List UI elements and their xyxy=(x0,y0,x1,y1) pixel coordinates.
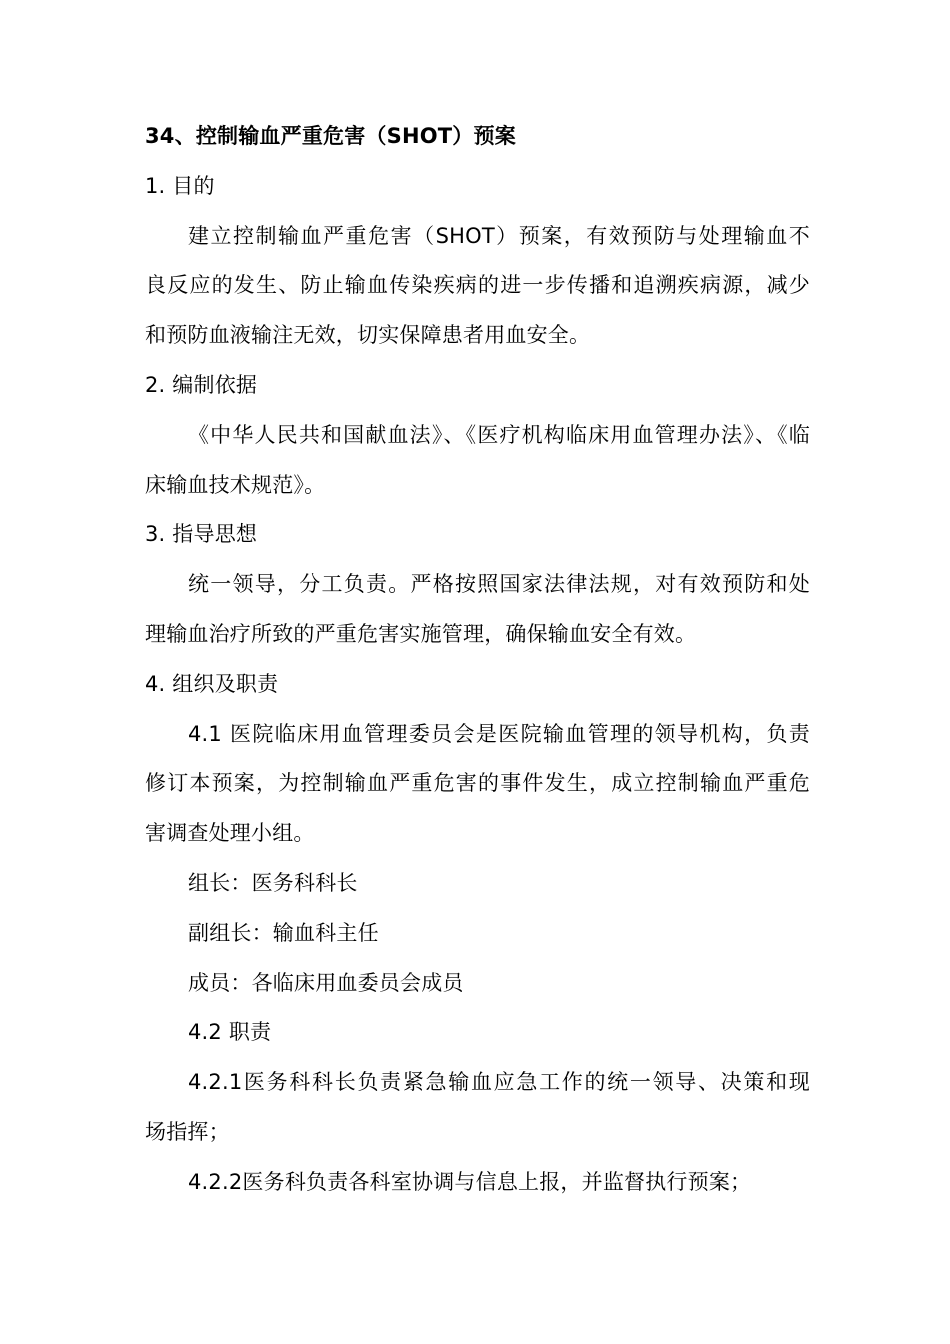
section-heading-basis: 2. 编制依据 xyxy=(145,372,258,397)
section-heading-organization: 4. 组织及职责 xyxy=(145,671,279,696)
team-members-line: 成员：各临床用血委员会成员 xyxy=(188,970,464,995)
subsection-heading-duties: 4.2 职责 xyxy=(188,1020,272,1045)
paragraph-line: 4.2.1医务科科长负责紧急输血应急工作的统一领导、决策和现 xyxy=(188,1070,810,1095)
paragraph-line: 4.2.2医务科负责各科室协调与信息上报，并监督执行预案； xyxy=(188,1169,752,1194)
paragraph-line: 床输血技术规范》。 xyxy=(145,472,326,497)
team-deputy-line: 副组长：输血科主任 xyxy=(188,920,379,945)
section-heading-guideline: 3. 指导思想 xyxy=(145,522,258,547)
team-leader-line: 组长：医务科科长 xyxy=(188,870,358,895)
paragraph-line: 修订本预案，为控制输血严重危害的事件发生，成立控制输血严重危 xyxy=(145,771,810,796)
paragraph-line: 建立控制输血严重危害（SHOT）预案，有效预防与处理输血不 xyxy=(188,223,810,248)
paragraph-line: 理输血治疗所致的严重危害实施管理，确保输血安全有效。 xyxy=(145,621,697,646)
paragraph-line: 《中华人民共和国献血法》、《医疗机构临床用血管理办法》、《临 xyxy=(188,422,810,447)
document-title: 34、控制输血严重危害（SHOT）预案 xyxy=(145,124,516,148)
paragraph-line: 和预防血液输注无效，切实保障患者用血安全。 xyxy=(145,323,591,348)
paragraph-line: 害调查处理小组。 xyxy=(145,821,315,846)
paragraph-line: 场指挥； xyxy=(145,1119,230,1144)
paragraph-line: 良反应的发生、防止输血传染疾病的进一步传播和追溯疾病源，减少 xyxy=(145,273,810,298)
section-heading-purpose: 1. 目的 xyxy=(145,173,215,198)
paragraph-line: 统一领导，分工负责。严格按照国家法律法规，对有效预防和处 xyxy=(188,572,810,597)
document-page xyxy=(145,112,810,1208)
paragraph-line: 4.1 医院临床用血管理委员会是医院输血管理的领导机构，负责 xyxy=(188,721,810,746)
